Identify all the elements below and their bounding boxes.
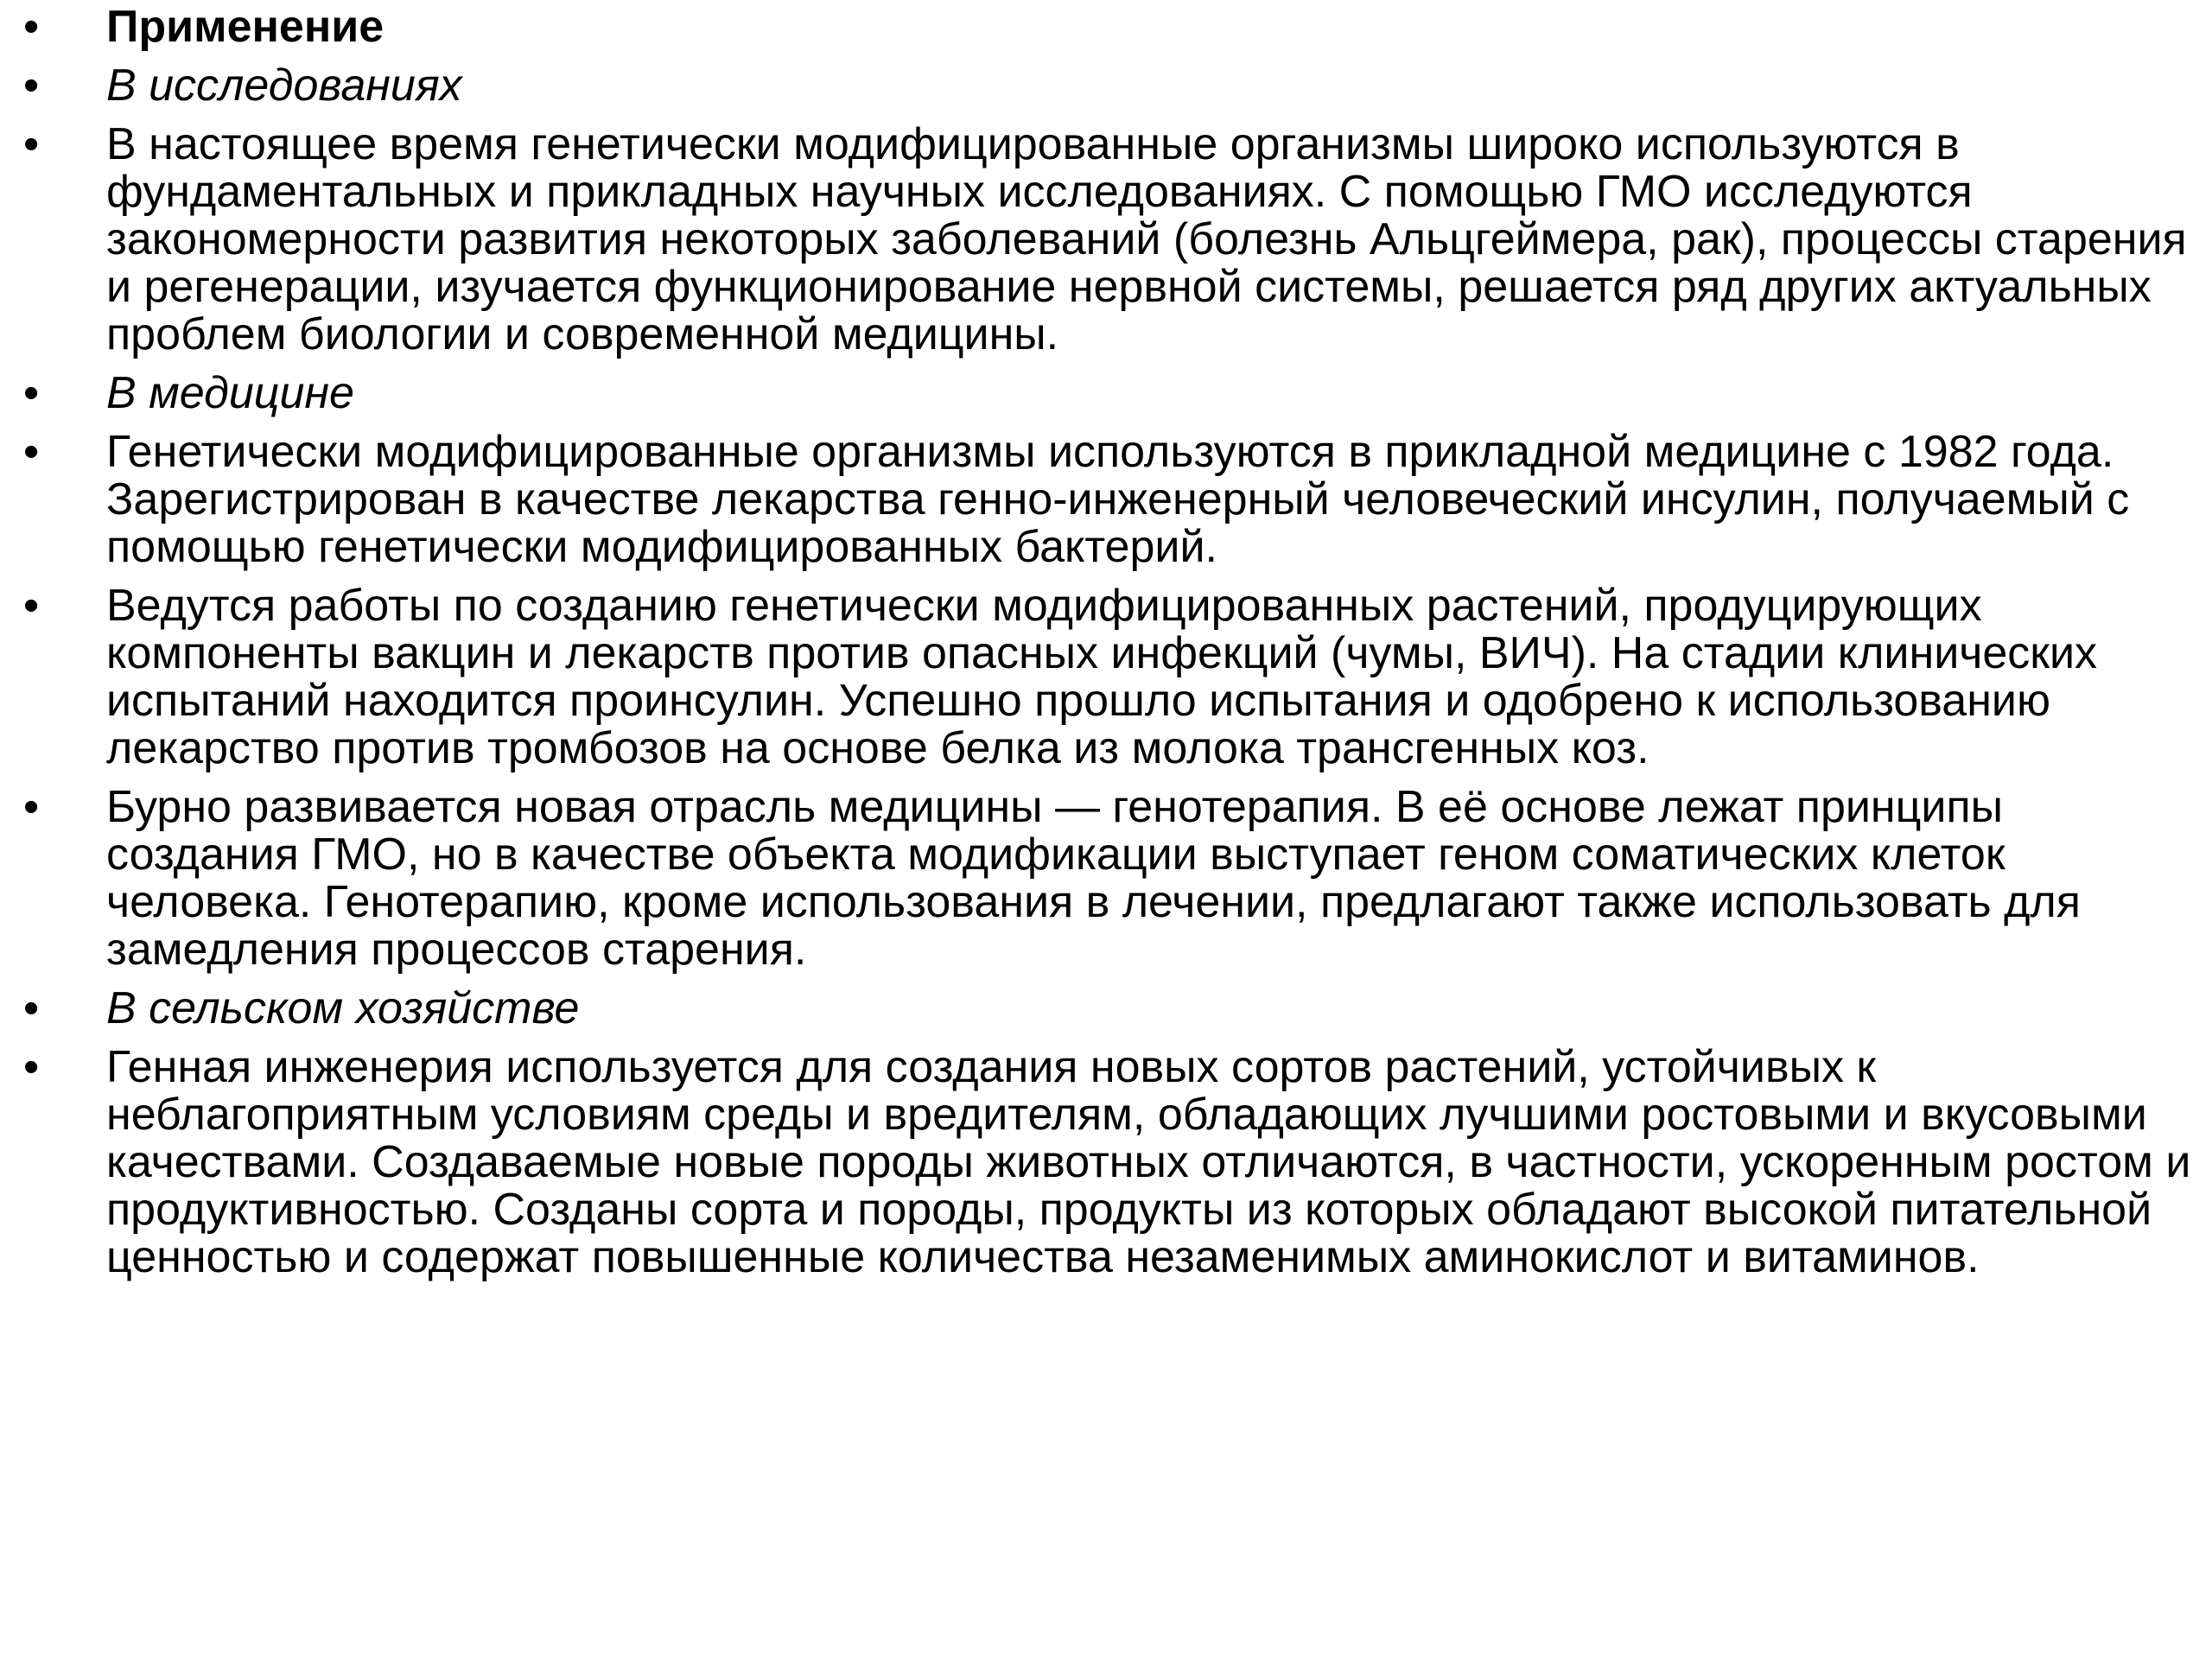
bullet-icon: • <box>23 119 40 169</box>
bullet-icon: • <box>23 60 40 111</box>
paragraph-vaccines: Ведутся работы по созданию генетически модифицированных растений, продуцирующих компоненты вакцин и лекарств против опасных инфекций (чумы, ВИЧ). На стадии клинических испытаний находится проинсулин. Успешно прошло испытания и одобрено к использованию лекарство против тромбозов на основе белка из молока трансгенных коз. <box>106 581 2098 773</box>
bullet-item-heading <box>0 3 2212 51</box>
paragraph-research: В настоящее время генетически модифицированные организмы широко используются в фундаментальных и прикладных научных исследованиях. С помощью ГМО исследуются закономерности развития некоторых заболеваний (болезнь Альцгеймера, рак), процессы старения и регенерации, изучается функционирование нервной системы, решается ряд других актуальных проблем биологии и современной медицины. <box>106 119 2187 359</box>
paragraph-insulin: Генетически модифицированные организмы используются в прикладной медицине с 1982 года. Зарегистрирован в качестве лекарства генно-инженерный человеческий инсулин, получаемый с помощью генетически модифицированных бактерий. <box>106 427 2130 572</box>
bullet-icon: • <box>23 368 40 418</box>
subheading-research: В исследованиях <box>106 60 462 111</box>
bullet-icon: • <box>23 427 40 477</box>
bullet-item-subheading <box>0 370 2212 417</box>
section-heading: Применение <box>106 2 385 52</box>
bullet-list <box>0 3 2212 1281</box>
paragraph-agriculture: Генная инженерия используется для создания новых сортов растений, устойчивых к неблагоприятным условиям среды и вредителям, обладающих лучшими ростовыми и вкусовыми качествами. Создаваемые новые породы животных отличаются, в частности, ускоренным ростом и продуктивностью. Созданы сорта и породы, продукты из которых обладают высокой питательной ценностью и содержат повышенные количества незаменимых аминокислот и витаминов. <box>106 1042 2191 1282</box>
bullet-item-subheading <box>0 62 2212 110</box>
bullet-icon: • <box>23 782 40 832</box>
paragraph-gene-therapy: Бурно развивается новая отрасль медицины — генотерапия. В её основе лежат принципы создания ГМО, но в качестве объекта модификации выступает геном соматических клеток человека. Генотерапию, кроме использования в лечении, предлагают также использовать для замедления процессов старения. <box>106 782 2081 975</box>
bullet-item-paragraph <box>0 582 2212 772</box>
bullet-icon: • <box>23 581 40 631</box>
bullet-icon: • <box>23 983 40 1033</box>
bullet-item-subheading <box>0 985 2212 1033</box>
subheading-medicine: В медицине <box>106 368 354 418</box>
bullet-item-paragraph <box>0 784 2212 974</box>
bullet-icon: • <box>23 1042 40 1092</box>
bullet-item-paragraph <box>0 1044 2212 1281</box>
subheading-agriculture: В сельском хозяйстве <box>106 983 580 1033</box>
bullet-item-paragraph <box>0 121 2212 359</box>
bullet-item-paragraph <box>0 429 2212 571</box>
bullet-icon: • <box>23 2 40 52</box>
